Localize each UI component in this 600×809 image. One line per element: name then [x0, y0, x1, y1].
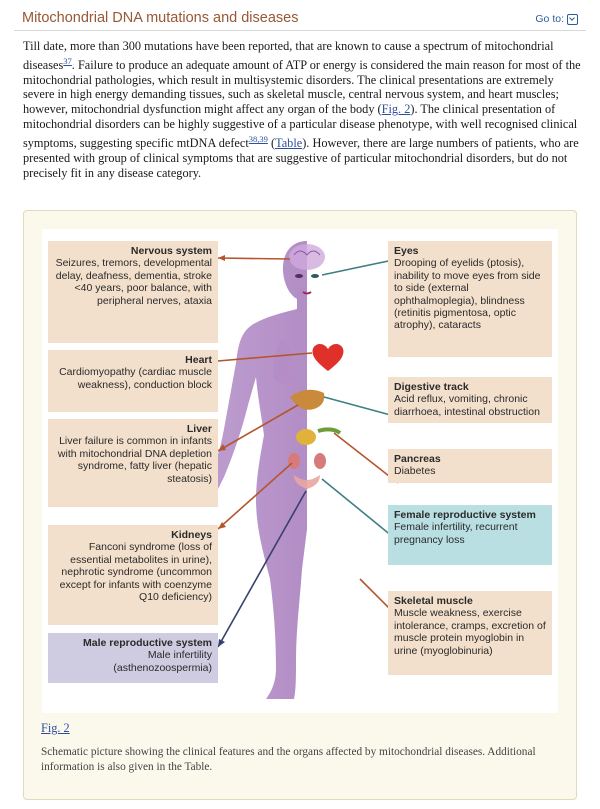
para-text-2: . Failure to produce an adequate amount of ATP or energy is considered the main reason for most of the mitochondrial pathologies, which result in multisystemic disorders. The clinical presentations are extremely severe in high energy demanding tissues, such as skeletal muscle, central nervous system, and heart muscles; however, mitochondrial dysfunction might affect any organ of the body (: [23, 57, 581, 117]
box-text: Acid reflux, vomiting, chronic diarrhoea, intestinal obstruction: [394, 393, 540, 418]
box-text: Fanconi syndrome (loss of essential metabolites in urine), nephrotic syndrome (uncommon except for infants with coenzyme Q10 deficiency): [59, 541, 212, 604]
box-liver: [48, 419, 218, 507]
box-title: Nervous system: [130, 245, 212, 257]
para-text-5: ). However, there are large numbers of patients, who are presented with group of clinical symptoms that are suggestive of particular mitochondrial disorders, but do not precisely fit in any disease category.: [23, 135, 579, 180]
figure-panel: [23, 210, 577, 800]
box-text: Liver failure is common in infants with mitochondrial DNA depletion syndrome, fatty liver (hepatic steatosis): [57, 435, 212, 485]
section-title: Mitochondrial DNA mutations and diseases: [22, 10, 299, 26]
figure-label-link[interactable]: Fig. 2: [41, 721, 70, 735]
box-text: Seizures, tremors, developmental delay, deafness, dementia, stroke <40 years, poor balance, with peripheral nerves, ataxia: [55, 257, 212, 307]
box-digestive-track: [388, 377, 552, 423]
box-title: Liver: [186, 423, 212, 435]
section-header: [14, 8, 586, 31]
goto-menu[interactable]: [535, 13, 578, 25]
para-text-4: (: [267, 135, 276, 150]
box-title: Digestive track: [394, 381, 469, 393]
box-kidneys: [48, 525, 218, 625]
chevron-down-icon[interactable]: [567, 14, 578, 25]
box-pancreas: [388, 449, 552, 483]
box-eyes: [388, 241, 552, 357]
box-title: Male reproductive system: [83, 637, 212, 649]
para-text-1: Till date, more than 300 mutations have been reported, that are known to cause a spectrum of mitochondrial diseases: [23, 39, 554, 72]
box-heart: [48, 350, 218, 412]
goto-label: Go to:: [535, 13, 564, 25]
box-title: Female reproductive system: [394, 509, 536, 521]
box-text: Diabetes: [394, 465, 436, 478]
brain-icon: [289, 244, 325, 270]
box-female-reproductive: [388, 505, 552, 565]
box-male-reproductive: [48, 633, 218, 683]
box-text: Male infertility (asthenozoospermia): [113, 649, 212, 674]
box-title: Skeletal muscle: [394, 595, 473, 607]
fig-2-link[interactable]: Fig. 2: [381, 102, 411, 117]
figure-caption: Schematic picture showing the clinical features and the organs affected by mitochondrial diseases. Additional information is also given in the Table.: [41, 746, 536, 773]
box-title: Eyes: [394, 245, 419, 257]
box-text: Female infertility, recurrent pregnancy loss: [394, 521, 518, 546]
box-text: Muscle weakness, exercise intolerance, cramps, excretion of muscle protein myoglobin in urine (myoglobinuria): [394, 607, 546, 657]
box-title: Heart: [185, 354, 212, 366]
citation-link-37[interactable]: 37: [63, 55, 72, 66]
body-paragraph: [23, 39, 581, 180]
figure-image[interactable]: [42, 229, 558, 713]
box-nervous-system: [48, 241, 218, 343]
box-skeletal-muscle: [388, 591, 552, 675]
box-title: Kidneys: [171, 529, 212, 541]
para-text-3: ). The clinical presentation of mitochondrial disorders can be highly suggestive of a particular disease phenotype, with well recognised clinical symptoms, suggesting specific mtDNA defect: [23, 102, 578, 150]
box-text: Cardiomyopathy (cardiac muscle weakness), conduction block: [59, 366, 212, 391]
box-title: Pancreas: [394, 453, 441, 465]
table-link[interactable]: Table: [275, 135, 303, 150]
box-text: Drooping of eyelids (ptosis), inability to move eyes from side to side (external ophthalmoplegia), blindness (retinitis pigmentosa, optic atrophy), cataracts: [394, 257, 541, 332]
citation-link-38-39[interactable]: 38,39: [248, 133, 268, 144]
stomach-icon: [296, 429, 316, 445]
